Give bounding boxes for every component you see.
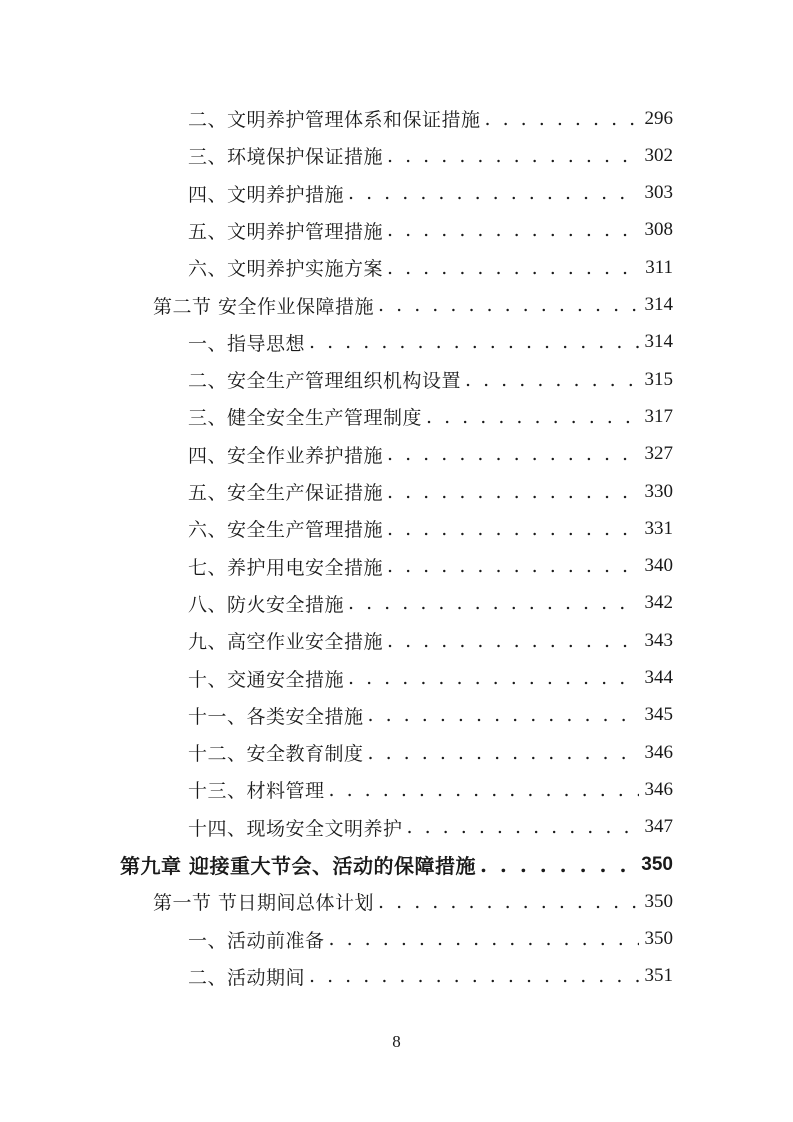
toc-leader-dots <box>387 219 638 241</box>
toc-entry-title: 十三、材料管理 <box>188 780 325 803</box>
toc-entry-title: 三、健全安全生产管理制度 <box>188 407 423 430</box>
toc-leader-dots <box>378 891 638 913</box>
toc-leader-dots <box>387 443 638 465</box>
toc-entry-item[interactable] <box>188 809 673 846</box>
toc-leader-dots <box>378 294 638 316</box>
toc-entry-item[interactable] <box>188 921 673 958</box>
toc-entry-section[interactable] <box>153 883 673 920</box>
toc-entry-item[interactable] <box>188 510 673 547</box>
toc-leader-dots <box>387 145 638 167</box>
toc-leader-dots <box>387 630 638 652</box>
toc-entry-title: 九、高空作业安全措施 <box>188 631 384 654</box>
toc-entry-page: 343 <box>644 629 673 651</box>
toc-entry-title: 一、指导思想 <box>188 332 306 355</box>
toc-entry-item[interactable] <box>188 548 673 585</box>
toc-entry-page: 315 <box>644 368 673 390</box>
toc-entry-item[interactable] <box>188 734 673 771</box>
toc-entry-item[interactable] <box>188 212 673 249</box>
toc-entry-page: 296 <box>644 107 673 129</box>
toc-entry-title: 十一、各类安全措施 <box>188 705 364 728</box>
toc-entry-page: 317 <box>644 405 673 427</box>
toc-entry-item[interactable] <box>188 398 673 435</box>
toc-entry-title: 第一节 节日期间总体计划 <box>153 892 375 915</box>
toc-leader-dots <box>329 779 639 801</box>
toc-leader-dots <box>309 331 638 353</box>
toc-entry-page: 342 <box>644 592 673 614</box>
toc-entry-title: 十、交通安全措施 <box>188 668 345 691</box>
toc-leader-dots <box>387 481 638 503</box>
toc-entry-title: 四、安全作业养护措施 <box>188 444 384 467</box>
toc-entry-page: 350 <box>641 853 673 875</box>
toc-entry-item[interactable] <box>188 771 673 808</box>
toc-leader-dots <box>387 257 639 279</box>
toc-entry-page: 347 <box>644 816 673 838</box>
toc-leader-dots <box>348 667 638 689</box>
toc-entry-page: 340 <box>644 555 673 577</box>
toc-entry-page: 346 <box>644 778 673 800</box>
page-number: 8 <box>392 1032 401 1051</box>
toc-entry-item[interactable] <box>188 660 673 697</box>
toc-entry-section[interactable] <box>153 287 673 324</box>
toc-entry-page: 314 <box>644 331 673 353</box>
toc-entry-title: 八、防火安全措施 <box>188 593 345 616</box>
toc-entry-page: 344 <box>644 667 673 688</box>
toc-entry-title: 四、文明养护措施 <box>188 183 345 206</box>
toc-leader-dots <box>407 816 639 838</box>
toc-entry-title: 七、养护用电安全措施 <box>188 556 384 579</box>
toc-entry-title: 第九章 迎接重大节会、活动的保障措施 <box>120 854 476 878</box>
toc-entry-item[interactable] <box>188 697 673 734</box>
toc-entry-page: 311 <box>645 256 673 278</box>
toc-entry-title: 二、安全生产管理组织机构设置 <box>188 370 462 393</box>
toc-entry-title: 一、活动前准备 <box>188 929 325 952</box>
toc-entry-title: 三、环境保护保证措施 <box>188 146 384 169</box>
toc-entry-page: 331 <box>644 517 673 539</box>
toc-entry-page: 350 <box>644 928 673 950</box>
toc-entry-page: 345 <box>644 704 673 726</box>
toc-entry-page: 302 <box>644 144 673 166</box>
toc-entry-page: 346 <box>644 741 673 763</box>
toc-leader-dots <box>309 965 638 987</box>
toc-leader-dots <box>387 518 638 540</box>
toc-entry-item[interactable] <box>188 249 673 286</box>
toc-entry-title: 十四、现场安全文明养护 <box>188 817 403 840</box>
toc-leader-dots <box>465 369 638 391</box>
toc-entry-title: 六、文明养护实施方案 <box>188 258 384 281</box>
toc-leader-dots <box>348 592 638 614</box>
toc-entry-item[interactable] <box>188 958 673 995</box>
toc-entry-page: 308 <box>644 219 673 241</box>
toc-leader-dots <box>329 928 639 950</box>
toc-entry-page: 330 <box>644 480 673 502</box>
toc-leader-dots <box>348 182 638 204</box>
toc-entry-title: 二、活动期间 <box>188 966 306 989</box>
toc-entry-item[interactable] <box>188 622 673 659</box>
toc-entry-item[interactable] <box>188 361 673 398</box>
toc-leader-dots <box>368 742 639 764</box>
toc-entry-page: 350 <box>644 890 673 912</box>
toc-entry-title: 十二、安全教育制度 <box>188 743 364 766</box>
toc-entry-title: 六、安全生产管理措施 <box>188 519 384 542</box>
toc-entry-item[interactable] <box>188 324 673 361</box>
toc-leader-dots <box>485 108 639 130</box>
toc-entry-title: 第二节 安全作业保障措施 <box>153 295 375 318</box>
toc-leader-dots <box>387 555 638 577</box>
toc-entry-page: 351 <box>644 965 673 987</box>
toc-leader-dots <box>368 704 639 726</box>
toc-entry-item[interactable] <box>188 436 673 473</box>
toc-leader-dots <box>480 853 635 877</box>
toc-entry-item[interactable] <box>188 137 673 174</box>
toc-entry-title: 五、文明养护管理措施 <box>188 220 384 243</box>
toc-entry-item[interactable] <box>188 175 673 212</box>
toc-entry-item[interactable] <box>188 585 673 622</box>
toc-leader-dots <box>426 406 638 428</box>
toc-entry-title: 二、文明养护管理体系和保证措施 <box>188 109 481 131</box>
toc-entry-chapter[interactable] <box>120 846 673 883</box>
toc-entry-item[interactable] <box>188 100 673 137</box>
toc-entry-title: 五、安全生产保证措施 <box>188 482 384 504</box>
toc-entry-page: 314 <box>644 294 673 315</box>
toc-entry-page: 327 <box>644 443 673 465</box>
toc-entry-item[interactable] <box>188 473 673 510</box>
toc-entry-page: 303 <box>644 182 673 204</box>
